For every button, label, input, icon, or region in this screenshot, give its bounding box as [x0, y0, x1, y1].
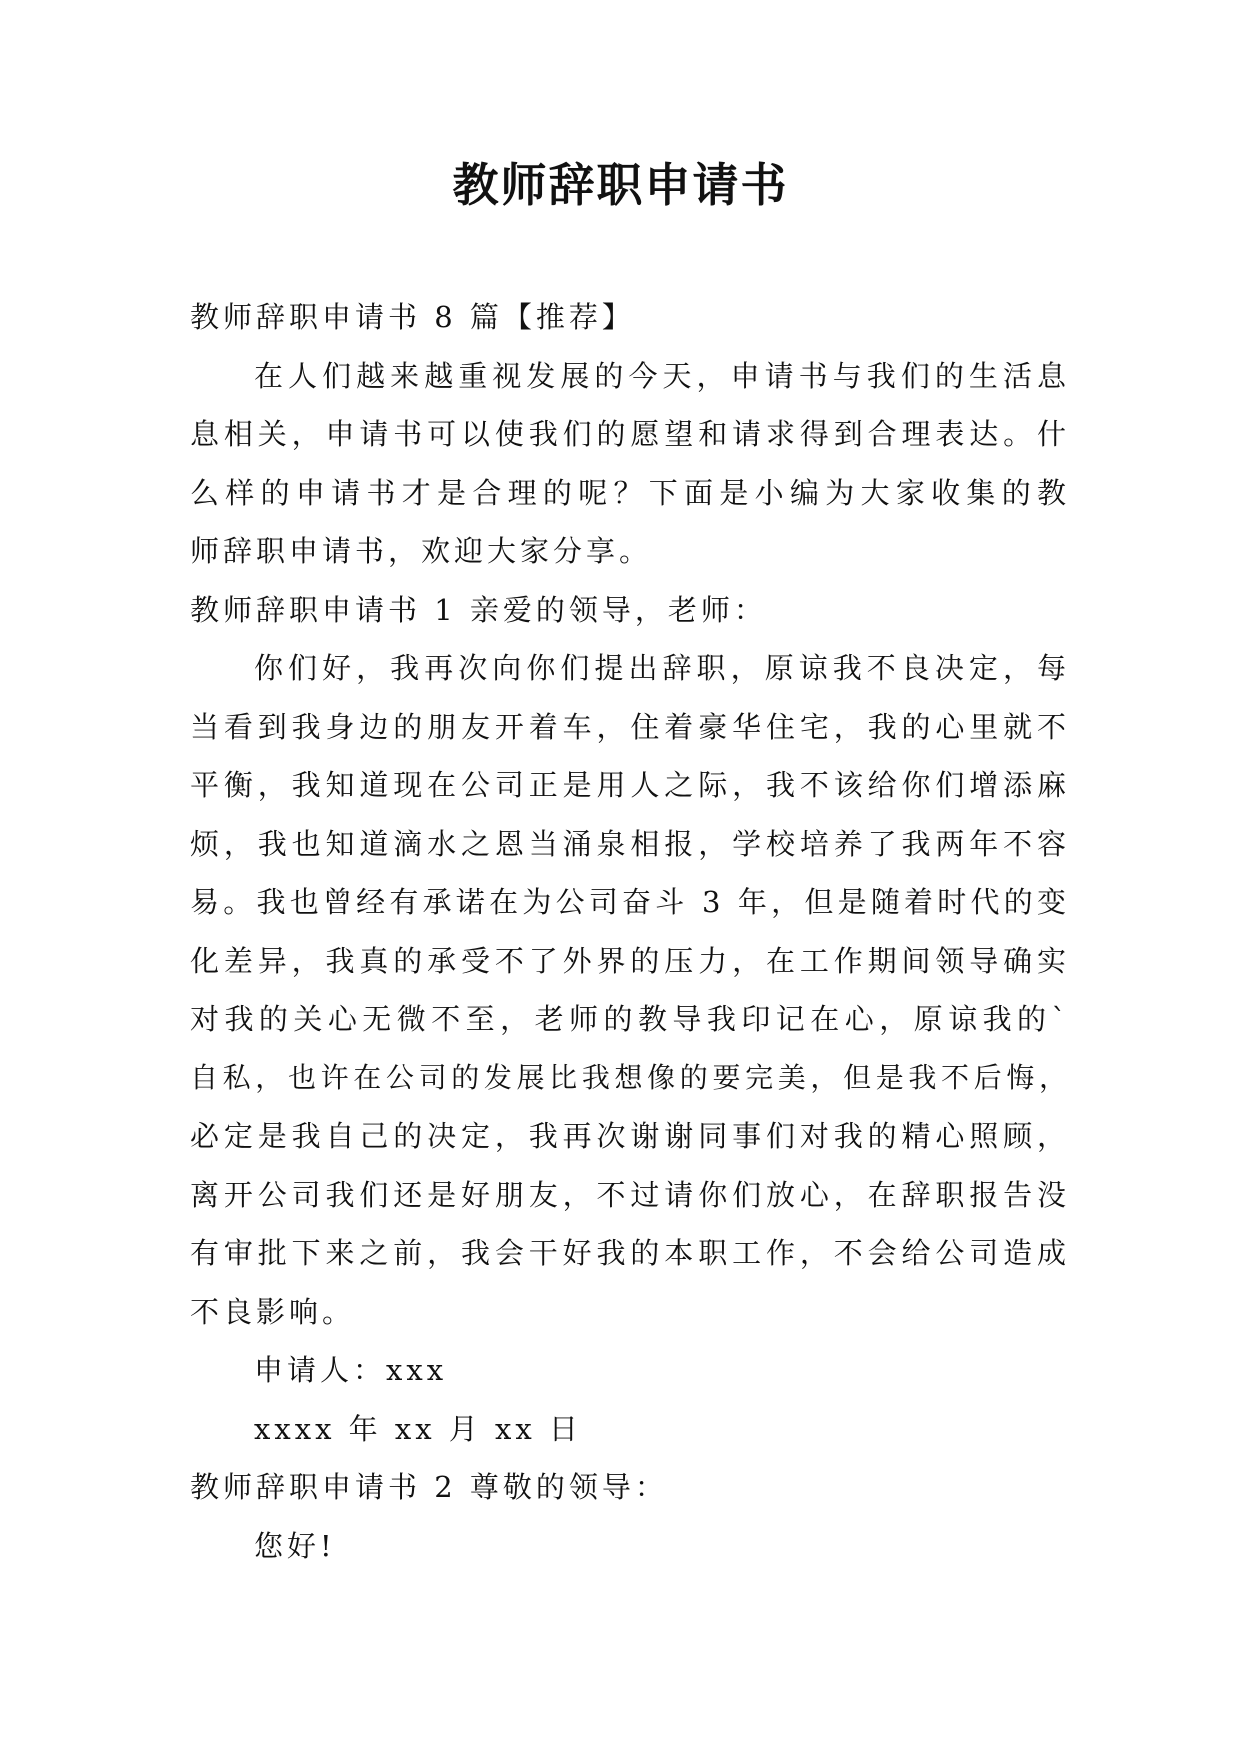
body-line: 教师辞职申请书 1 亲爱的领导，老师：	[190, 592, 767, 627]
body-line: 息相关，申请书可以使我们的愿望和请求得到合理表达。什	[190, 417, 1070, 451]
document-body	[190, 288, 1070, 1575]
body-line: 么样的申请书才是合理的呢？下面是小编为大家收集的教	[190, 475, 1070, 510]
body-line: 教师辞职申请书 8 篇【推荐】	[190, 300, 635, 334]
body-line: 有审批下来之前，我会干好我的本职工作，不会给公司造成	[190, 1236, 1070, 1270]
date-line: xxxx 年 xx 月 xx 日	[254, 1411, 582, 1446]
document-title: 教师辞职申请书	[452, 158, 789, 212]
body-line: 教师辞职申请书 2 尊敬的领导：	[190, 1470, 668, 1504]
body-line: 当看到我身边的朋友开着车，住着豪华住宅，我的心里就不	[190, 709, 1070, 744]
body-line: 易。我也曾经有承诺在为公司奋斗 3 年，但是随着时代的变	[190, 885, 1070, 919]
body-line: 必定是我自己的决定，我再次谢谢同事们对我的精心照顾，	[190, 1119, 1070, 1153]
body-line: 您好!	[254, 1528, 336, 1563]
applicant-line: 申请人：xxx	[254, 1353, 448, 1387]
body-line: 你们好，我再次向你们提出辞职，原谅我不良决定，每	[254, 651, 1070, 685]
body-line: 自私，也许在公司的发展比我想像的要完美，但是我不后悔，	[190, 1060, 1070, 1094]
body-line: 离开公司我们还是好朋友，不过请你们放心，在辞职报告没	[190, 1177, 1070, 1212]
body-line: 平衡，我知道现在公司正是用人之际，我不该给你们增添麻	[190, 768, 1070, 802]
body-line: 对我的关心无微不至，老师的教导我印记在心，原谅我的`	[190, 1002, 1070, 1036]
body-line: 化差异，我真的承受不了外界的压力，在工作期间领导确实	[190, 943, 1070, 978]
body-line: 在人们越来越重视发展的今天，申请书与我们的生活息	[254, 358, 1070, 393]
body-line: 师辞职申请书，欢迎大家分享。	[190, 534, 653, 568]
body-line: 烦，我也知道滴水之恩当涌泉相报，学校培养了我两年不容	[190, 826, 1070, 861]
body-line: 不良影响。	[190, 1294, 356, 1329]
